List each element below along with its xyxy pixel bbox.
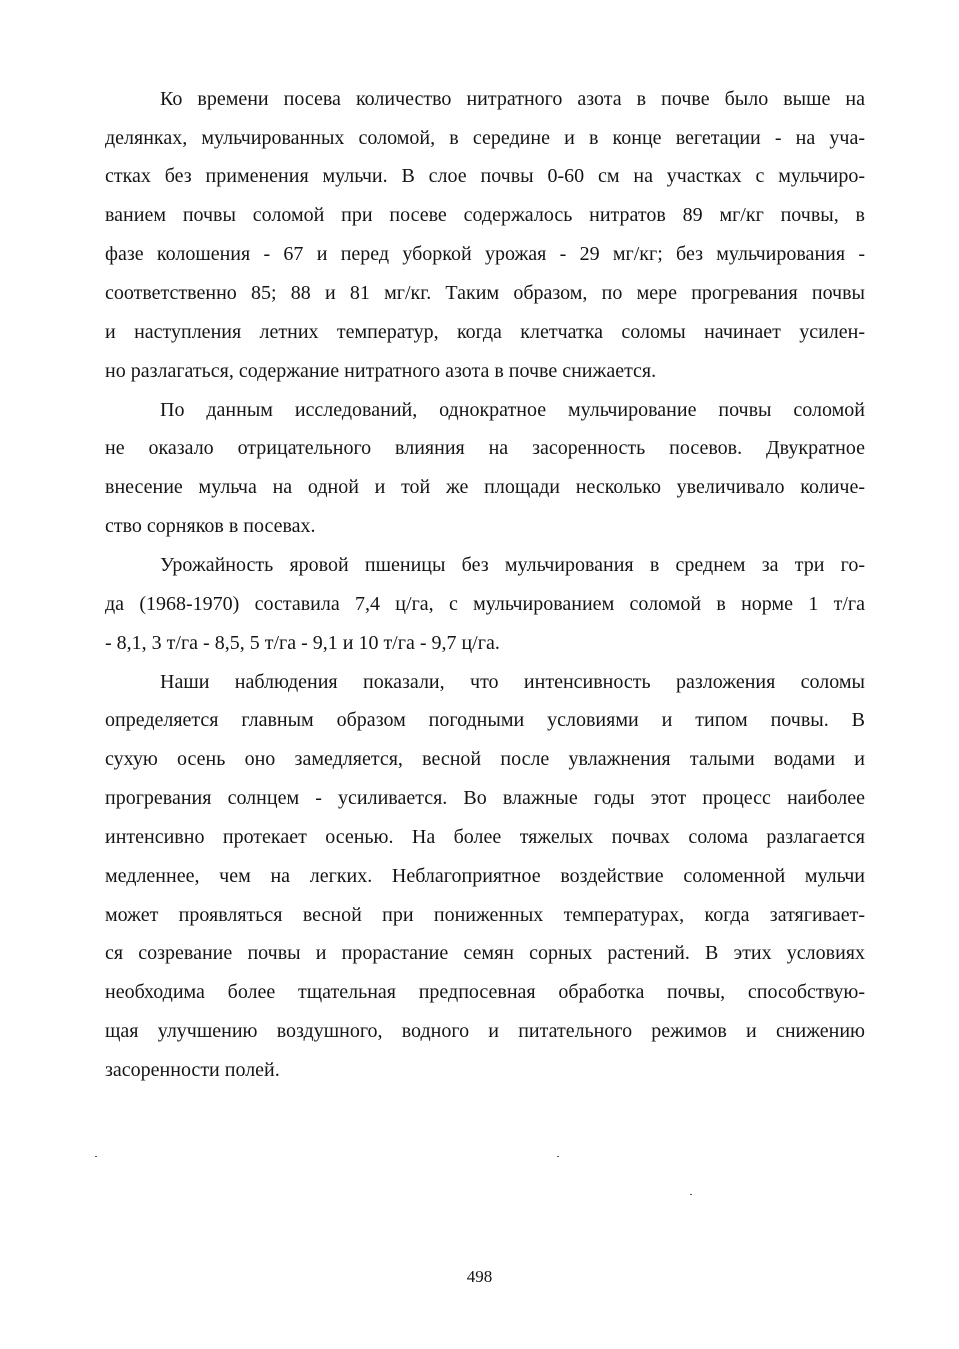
paragraph-3-line-1: Урожайность яровой пшеницы без мульчирования в среднем за три го- [160,554,865,576]
paragraph-4-line-5: интенсивно протекает осенью. На более тяжелых почвах солома разлагается [105,826,865,848]
paragraph-4-line-1: Наши наблюдения показали, что интенсивность разложения соломы [160,671,865,693]
paragraph-4-line-8: ся созревание почвы и прорастание семян сорных растений. В этих условиях [105,942,865,964]
paragraph-1-line-4: ванием почвы соломой при посеве содержалось нитратов 89 мг/кг почвы, в [105,204,865,226]
paragraph-1-line-1: Ко времени посева количество нитратного азота в почве было выше на [160,88,865,110]
paragraph-1-line-7: и наступления летних температур, когда клетчатка соломы начинает усилен- [105,321,865,343]
paragraph-4-line-11: засоренности полей. [105,1059,280,1081]
paragraph-1-line-5: фазе колошения - 67 и перед уборкой урожая - 29 мг/кг; без мульчирования - [105,243,865,265]
scan-speck [557,1156,559,1157]
paragraph-4-line-7: может проявляться весной при пониженных температурах, когда затягивает- [105,904,865,926]
paragraph-1-line-2: делянках, мульчированных соломой, в середине и в конце вегетации - на уча- [105,127,865,149]
paragraph-1-line-6: соответственно 85; 88 и 81 мг/кг. Таким образом, по мере прогревания почвы [105,282,865,304]
paragraph-2-line-2: не оказало отрицательного влияния на засоренность посевов. Двукратное [105,437,865,459]
paragraph-1-line-8: но разлагаться, содержание нитратного азота в почве снижается. [105,360,657,382]
paragraph-1-line-3: стках без применения мульчи. В слое почвы 0-60 см на участках с мульчиро- [105,165,865,187]
scan-speck [690,1194,692,1195]
paragraph-3-line-2: да (1968-1970) составила 7,4 ц/га, с мульчированием соломой в норме 1 т/га [105,593,865,615]
paragraph-2-line-1: По данным исследований, однократное мульчирование почвы соломой [160,399,865,421]
paragraph-2-line-4: ство сорняков в посевах. [105,515,316,537]
paragraph-4-line-10: щая улучшению воздушного, водного и питательного режимов и снижению [105,1020,865,1042]
paragraph-4-line-3: сухую осень оно замедляется, весной после увлажнения талыми водами и [105,748,865,770]
scan-speck [95,1156,97,1157]
page-number: 498 [466,1267,493,1286]
paragraph-2-line-3: внесение мульча на одной и той же площади несколько увеличивало количе- [105,476,865,498]
paragraph-3-line-3: - 8,1, 3 т/га - 8,5, 5 т/га - 9,1 и 10 т/га - 9,7 ц/га. [105,632,500,654]
paragraph-4-line-9: необходима более тщательная предпосевная обработка почвы, способствую- [105,981,865,1003]
paragraph-4-line-4: прогревания солнцем - усиливается. Во влажные годы этот процесс наиболее [105,787,865,809]
paragraph-4-line-6: медленнее, чем на легких. Неблагоприятное воздействие соломенной мульчи [105,865,865,887]
paragraph-4-line-2: определяется главным образом погодными условиями и типом почвы. В [105,709,865,731]
